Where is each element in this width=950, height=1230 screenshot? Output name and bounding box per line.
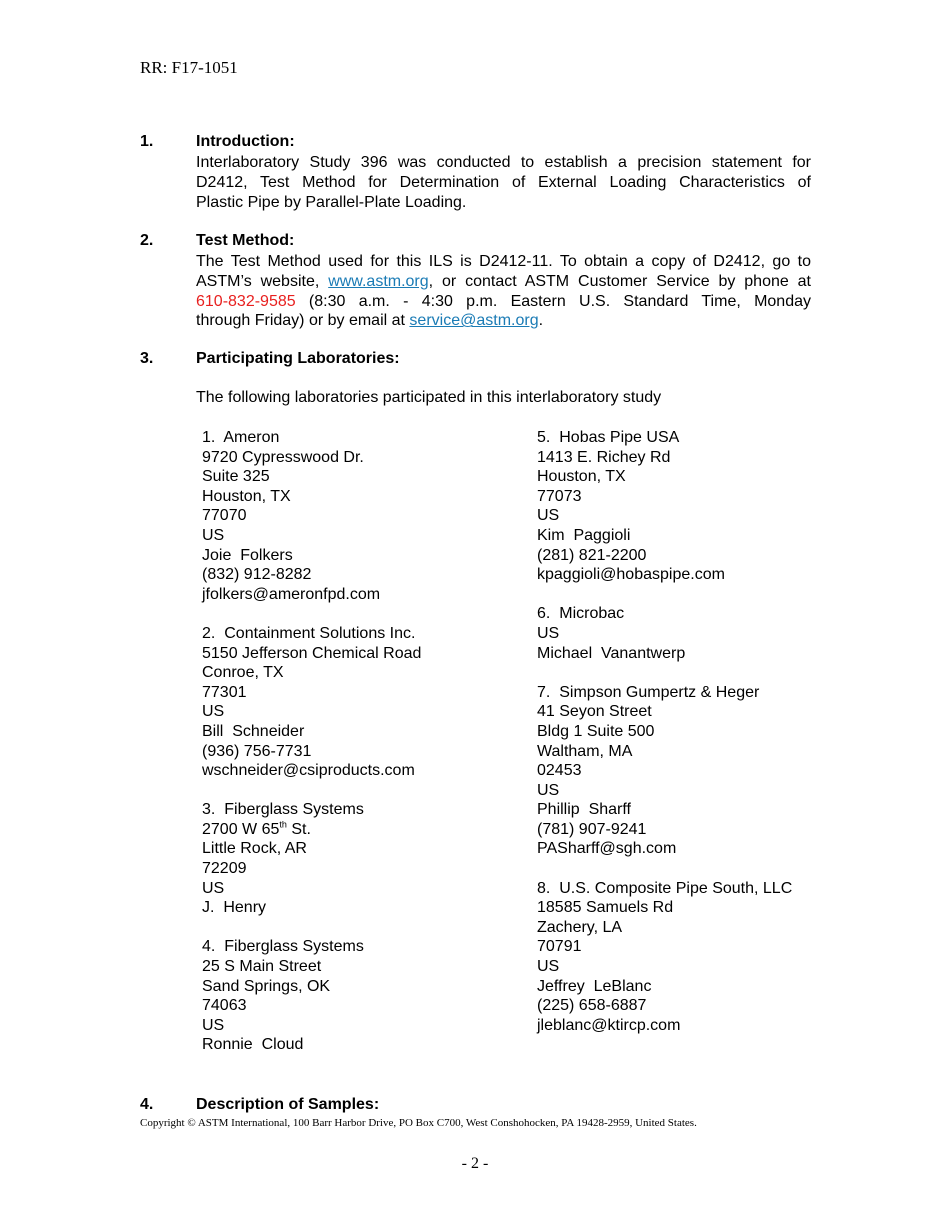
lab-line: US <box>537 624 560 642</box>
section-4-title: Description of Samples: <box>196 1096 380 1113</box>
lab-line: 72209 <box>202 860 247 878</box>
lab-line: (936) 756-7731 <box>202 742 312 760</box>
lab-line: US <box>537 781 560 799</box>
service-email-link[interactable]: service@astm.org <box>409 312 539 330</box>
lab-line: 4. Fiberglass Systems <box>202 938 364 956</box>
section-2-title: Test Method: <box>196 232 295 249</box>
lab-line: 9720 Cypresswood Dr. <box>202 448 364 466</box>
lab-line: 77301 <box>202 683 247 701</box>
lab-line: Houston, TX <box>202 487 291 505</box>
lab-line: Kim Paggioli <box>537 526 631 544</box>
lab-line: jleblanc@ktircp.com <box>537 1016 681 1034</box>
lab-line: 18585 Samuels Rd <box>537 899 674 917</box>
labs-right-column <box>537 428 792 1055</box>
lab-line: US <box>537 507 560 525</box>
lab-line: US <box>202 703 225 721</box>
lab-entry-8 <box>537 879 792 1036</box>
section-1-number: 1. <box>140 133 154 150</box>
text-segment: , or contact ASTM Customer Service by phone at <box>428 272 812 290</box>
lab-line: Bill Schneider <box>202 722 305 740</box>
lab-line: wschneider@csiproducts.com <box>202 762 415 780</box>
customer-service-phone: 610-832-9585 <box>196 292 296 310</box>
lab-line: (225) 658-6887 <box>537 997 647 1015</box>
lab-entry-3 <box>202 800 421 918</box>
lab-line: 77070 <box>202 507 247 525</box>
lab-line: 1413 E. Richey Rd <box>537 448 671 466</box>
lab-line: 3. Fiberglass Systems <box>202 801 364 819</box>
section-1-title: Introduction: <box>196 133 295 150</box>
lab-line: Houston, TX <box>537 468 626 486</box>
labs-intro-text: The following laboratories participated in this interlaboratory study <box>196 389 662 406</box>
lab-line: 5. Hobas Pipe USA <box>537 429 680 446</box>
lab-street-line <box>202 820 421 840</box>
lab-line: 02453 <box>537 762 582 780</box>
lab-line: 77073 <box>537 487 582 505</box>
text-segment: . <box>538 312 544 330</box>
introduction-paragraph <box>196 153 811 212</box>
section-2-number: 2. <box>140 232 154 249</box>
lab-line: US <box>537 958 560 976</box>
lab-line: jfolkers@ameronfpd.com <box>202 585 381 603</box>
lab-line: 8. U.S. Composite Pipe South, LLC <box>537 879 793 897</box>
intro-line: D2412, Test Method for Determination of External Loading Characteristics of <box>196 173 811 191</box>
labs-left-column <box>202 428 421 1075</box>
lab-line: Waltham, MA <box>537 742 633 760</box>
lab-line: US <box>202 879 225 897</box>
lab-entry-2 <box>202 624 421 781</box>
astm-website-link[interactable]: www.astm.org <box>328 272 429 290</box>
lab-line: Bldg 1 Suite 500 <box>537 722 655 740</box>
lab-line: Suite 325 <box>202 468 270 486</box>
lab-line: Ronnie Cloud <box>202 1036 304 1054</box>
lab-line: 2. Containment Solutions Inc. <box>202 624 416 642</box>
lab-line: J. Henry <box>202 899 267 917</box>
text-segment: (8:30 a.m. - 4:30 p.m. Eastern U.S. Standard Time, Monday <box>295 292 811 310</box>
lab-entry-1 <box>202 428 421 604</box>
lab-line: Joie Folkers <box>202 546 293 564</box>
lab-line: Little Rock, AR <box>202 840 307 858</box>
lab-line: 70791 <box>537 938 582 956</box>
text-segment: ASTM’s website, <box>196 272 329 290</box>
lab-line: Sand Springs, OK <box>202 977 331 995</box>
report-id-header: RR: F17-1051 <box>140 58 238 77</box>
test-method-paragraph <box>196 252 811 331</box>
lab-line: 74063 <box>202 997 247 1015</box>
lab-line: PASharff@sgh.com <box>537 840 677 858</box>
lab-entry-6 <box>537 604 792 663</box>
intro-line: Interlaboratory Study 396 was conducted to establish a precision statement for <box>196 154 811 171</box>
lab-line: 25 S Main Street <box>202 958 322 976</box>
test-method-line-3 <box>196 292 811 312</box>
section-3-title: Participating Laboratories: <box>196 350 400 367</box>
lab-line: 7. Simpson Gumpertz & Heger <box>537 683 760 701</box>
lab-street: 2700 W 65 <box>202 820 280 838</box>
lab-line: Jeffrey LeBlanc <box>537 977 652 995</box>
section-3-number: 3. <box>140 350 154 367</box>
lab-line: 5150 Jefferson Chemical Road <box>202 644 422 662</box>
section-4-number: 4. <box>140 1096 154 1113</box>
lab-entry-4 <box>202 937 421 1055</box>
copyright-footer: Copyright © ASTM International, 100 Barr Harbor Drive, PO Box C700, West Conshohocken, PA 19428-2959, United States. <box>140 1117 697 1129</box>
lab-line: (781) 907-9241 <box>537 820 647 838</box>
page-number: - 2 - <box>461 1155 489 1172</box>
test-method-line-4 <box>196 311 811 331</box>
lab-line: US <box>202 526 225 544</box>
lab-entry-7 <box>537 683 792 859</box>
lab-line: 1. Ameron <box>202 429 280 446</box>
test-method-line-2 <box>196 272 811 292</box>
lab-line: 6. Microbac <box>537 605 625 623</box>
lab-line: Conroe, TX <box>202 664 284 682</box>
text-segment: through Friday) or by email at <box>196 312 410 330</box>
lab-line: (281) 821-2200 <box>537 546 647 564</box>
intro-line: Plastic Pipe by Parallel-Plate Loading. <box>196 193 467 211</box>
lab-line: Michael Vanantwerp <box>537 644 686 662</box>
lab-line: (832) 912-8282 <box>202 566 312 584</box>
ordinal-suffix: th <box>279 819 287 830</box>
lab-entry-5 <box>537 428 792 585</box>
lab-line: kpaggioli@hobaspipe.com <box>537 566 725 584</box>
lab-line: Zachery, LA <box>537 918 623 936</box>
lab-street-suffix: St. <box>286 820 311 838</box>
lab-line: Phillip Sharff <box>537 801 631 819</box>
test-method-line-1: The Test Method used for this ILS is D2412-11. To obtain a copy of D2412, go to <box>196 253 811 270</box>
lab-line: 41 Seyon Street <box>537 703 652 721</box>
lab-line: US <box>202 1016 225 1034</box>
